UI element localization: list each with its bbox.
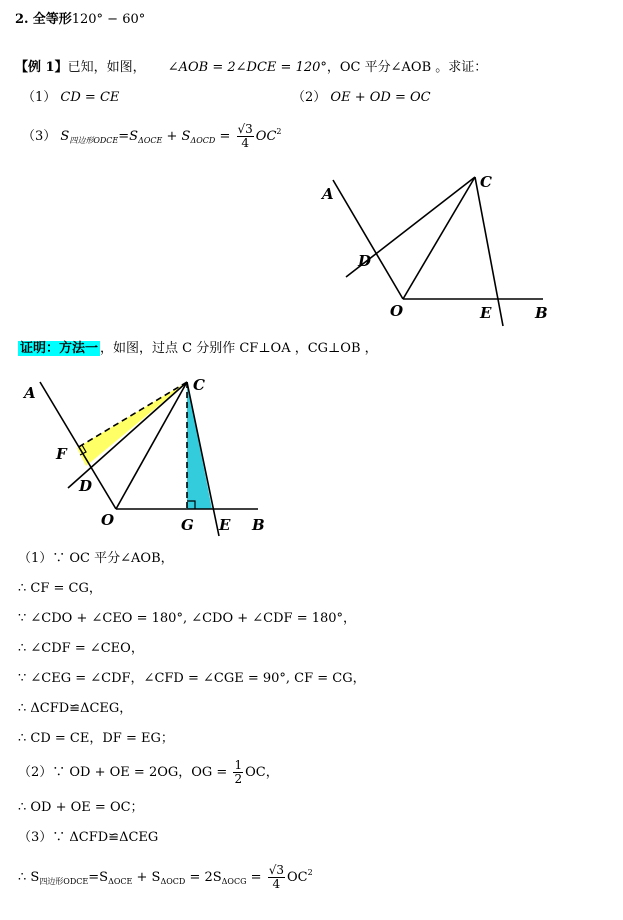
proof-step-3: ∵ ∠CDO + ∠CEO = 180°, ∠CDO + ∠CDF = 180°， bbox=[18, 611, 357, 626]
fig2-label-e: E bbox=[219, 516, 231, 534]
proof-step-2: ∴ CF = CG， bbox=[18, 581, 102, 596]
proof-step-8-post: OC， bbox=[245, 765, 279, 780]
proof-intro-text: ，如图，过点 C 分别作 CF⊥OA ，CG⊥OB ， bbox=[100, 341, 378, 356]
proof-step-8-fraction bbox=[233, 759, 243, 786]
proof-step-5: ∵ ∠CEG = ∠CDF，∠CFD = ∠CGE = 90°, CF = CG， bbox=[18, 671, 366, 686]
claim-3-s2-sub: ΔOCD bbox=[190, 136, 216, 145]
claim-2-label: （2） bbox=[292, 90, 327, 105]
example-given-bisector: ，OC 平分∠AOB 。求证： bbox=[326, 60, 488, 75]
segment-oc-2 bbox=[116, 382, 187, 509]
proof-step-11-pre: ∴ S bbox=[18, 870, 40, 885]
example-lead: 已知，如图， bbox=[67, 60, 146, 75]
proof-step-11-mid4: = bbox=[246, 870, 262, 885]
claim-3-denominator: 4 bbox=[241, 136, 249, 150]
claim-3-numerator: √3 bbox=[237, 122, 253, 136]
fig1-label-o: O bbox=[390, 302, 404, 320]
fig1-label-a: A bbox=[322, 185, 334, 203]
claim-3-eq2: = bbox=[215, 129, 231, 144]
proof-step-8 bbox=[18, 758, 279, 788]
fig2-label-o: O bbox=[101, 511, 115, 529]
proof-step-11-s3-sub: ΔOCG bbox=[221, 877, 247, 886]
example-tag: 【例 1】 bbox=[15, 60, 68, 75]
proof-step-7: ∴ CD = CE，DF = EG； bbox=[18, 731, 174, 746]
claim-2-math: OE + OD = OC bbox=[330, 90, 431, 105]
proof-step-1: （1）∵ OC 平分∠AOB， bbox=[18, 551, 174, 566]
proof-step-10: （3）∵ ΔCFD≌ΔCEG bbox=[18, 830, 159, 845]
line-cd-2 bbox=[68, 382, 187, 488]
fig2-label-f: F bbox=[56, 445, 67, 463]
proof-step-11-fraction bbox=[268, 864, 285, 891]
claim-3-label: （3） bbox=[22, 129, 57, 144]
claim-3-lhs: S bbox=[60, 129, 70, 144]
proof-step-8-pre: （2）∵ OD + OE = 2OG，OG = bbox=[18, 765, 228, 780]
claim-1-label: （1） bbox=[22, 90, 57, 105]
proof-step-11-mid1: =S bbox=[88, 870, 109, 885]
claim-3-lhs-sub: 四边形ODCE bbox=[69, 136, 119, 145]
proof-step-11 bbox=[18, 858, 313, 897]
proof-step-11-tail: OC bbox=[286, 870, 308, 885]
fig2-label-b: B bbox=[252, 516, 265, 534]
proof-method-tag: 证明：方法一 bbox=[20, 341, 99, 356]
heading-title: 全等形 bbox=[32, 12, 72, 27]
claim-3-plus: + S bbox=[162, 129, 191, 144]
proof-step-11-power: 2 bbox=[307, 868, 313, 877]
heading-number: 2. bbox=[15, 12, 29, 27]
fig1-label-d: D bbox=[358, 252, 372, 270]
triangle-cfd-fill bbox=[77, 382, 187, 466]
heading-angles: 120° − 60° bbox=[71, 12, 146, 27]
claim-3-power: 2 bbox=[276, 127, 282, 136]
fig2-label-d: D bbox=[79, 477, 93, 495]
proof-step-8-numerator: 1 bbox=[234, 758, 243, 772]
fig2-label-a: A bbox=[24, 384, 36, 402]
fig2-label-g: G bbox=[181, 516, 194, 534]
proof-step-11-s2-sub: ΔOCD bbox=[160, 877, 186, 886]
proof-step-11-mid2: + S bbox=[132, 870, 161, 885]
fig2-label-c: C bbox=[193, 376, 205, 394]
fig1-label-e: E bbox=[480, 304, 492, 322]
proof-step-6: ∴ ΔCFD≌ΔCEG， bbox=[18, 701, 133, 716]
fig1-label-c: C bbox=[480, 173, 492, 191]
example-given-angle: ∠AOB = 2∠DCE = 120° bbox=[167, 60, 327, 75]
claim-3-s1-sub: ΔOCE bbox=[138, 136, 163, 145]
claim-3-eq: =S bbox=[118, 129, 139, 144]
proof-step-11-s0-sub: 四边形ODCE bbox=[39, 877, 89, 886]
proof-step-9: ∴ OD + OE = OC； bbox=[18, 800, 144, 815]
fig1-label-b: B bbox=[535, 304, 548, 322]
proof-step-11-s1-sub: ΔOCE bbox=[108, 877, 133, 886]
proof-step-8-denominator: 2 bbox=[234, 772, 243, 786]
claim-1-math: CD = CE bbox=[60, 90, 120, 105]
claim-3-tail: OC bbox=[255, 129, 277, 144]
proof-step-11-numerator: √3 bbox=[268, 863, 284, 877]
proof-step-11-denominator: 4 bbox=[272, 877, 281, 891]
proof-step-11-mid3: = 2S bbox=[185, 870, 222, 885]
proof-step-4: ∴ ∠CDF = ∠CEO， bbox=[18, 641, 144, 656]
